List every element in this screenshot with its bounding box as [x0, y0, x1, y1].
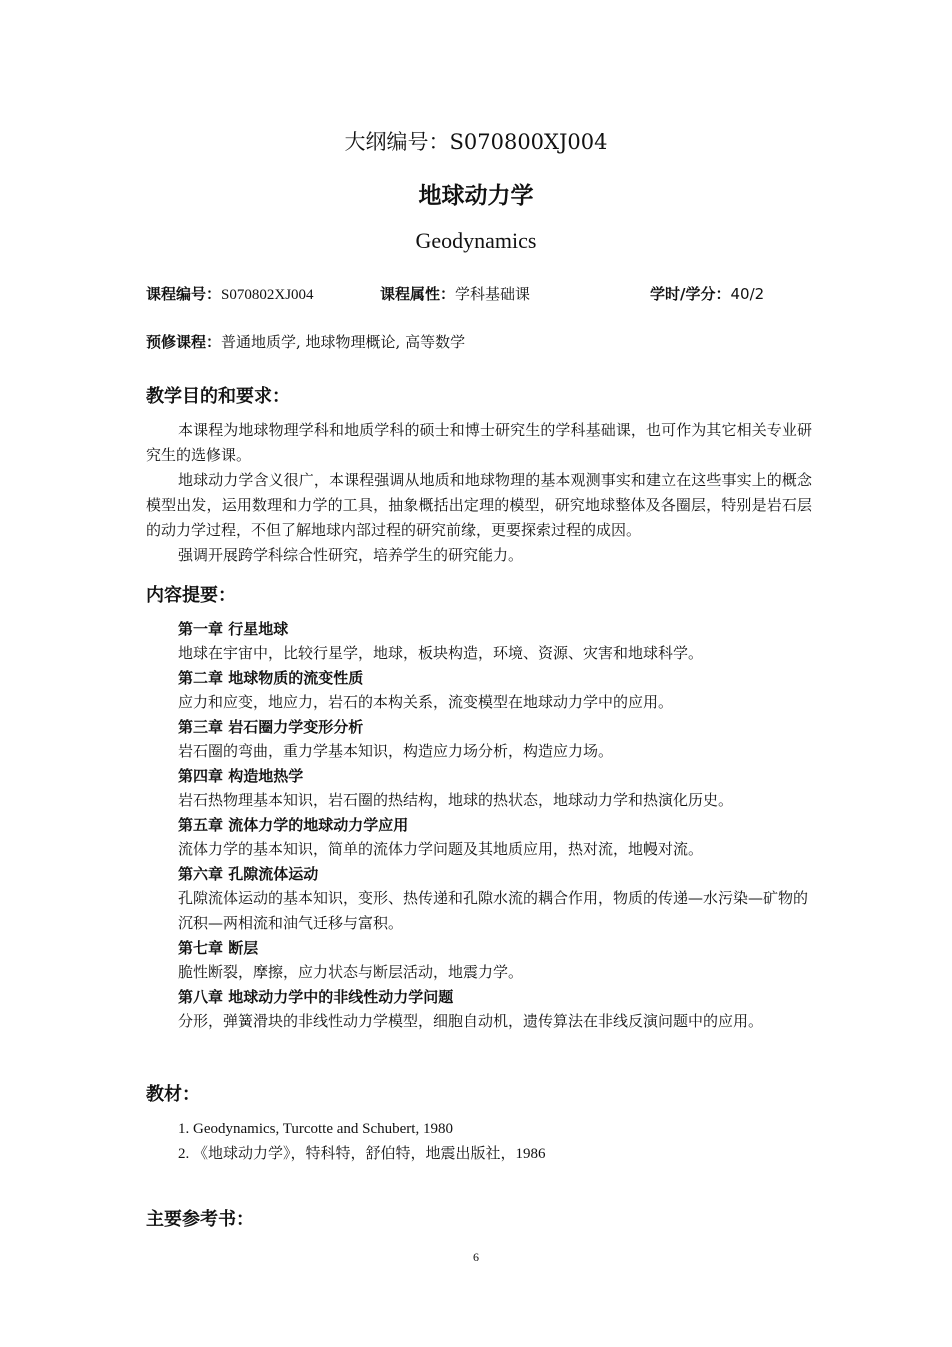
chapter-title: 第一章 行星地球: [178, 620, 289, 638]
prerequisites-value: 普通地质学, 地球物理概论, 高等数学: [221, 333, 466, 351]
chapter-description: 应力和应变，地应力，岩石的本构关系，流变模型在地球动力学中的应用。: [178, 693, 674, 711]
course-hours: [650, 283, 764, 304]
chapter-title: 第六章 孔隙流体运动: [178, 865, 319, 883]
chapter-description: 岩石圈的弯曲，重力学基本知识，构造应力场分析，构造应力场。: [178, 742, 614, 760]
chapter-description: 岩石热物理基本知识，岩石圈的热结构，地球的热状态，地球动力学和热演化历史。: [178, 791, 734, 809]
goals-paragraph: 地球动力学含义很广，本课程强调从地质和地球物理的基本观测事实和建立在这些事实上的概念模型出发，运用数理和力学的工具，抽象概括出定理的模型，研究地球整体及各圈层，特别是岩石层的动力学过程，不但了解地球内部过程的研究前缘，更要探索过程的成因。: [146, 471, 812, 539]
chapter-list: [178, 617, 818, 1034]
textbook-item: 2. 《地球动力学》，特科特，舒伯特，地震出版社，1986: [178, 1146, 546, 1162]
chapter-item: [178, 666, 818, 715]
goals-paragraph: 本课程为地球物理学科和地质学科的硕士和博士研究生的学科基础课，也可作为其它相关专业研究生的选修课。: [146, 421, 812, 464]
chapter-item: [178, 985, 818, 1034]
goals-paragraph: 强调开展跨学科综合性研究，培养学生的研究能力。: [178, 546, 524, 564]
course-attribute-label: 课程属性：: [380, 285, 456, 303]
chapter-title: 第五章 流体力学的地球动力学应用: [178, 816, 409, 834]
chapter-description: 孔隙流体运动的基本知识，变形、热传递和孔隙水流的耦合作用，物质的传递—水污染—矿物的沉积—两相流和油气迁移与富积。: [178, 889, 809, 932]
chapter-description: 流体力学的基本知识，简单的流体力学问题及其地质应用，热对流，地幔对流。: [178, 840, 704, 858]
course-hours-value: 40/2: [730, 285, 765, 303]
chapter-description: 地球在宇宙中，比较行星学，地球，板块构造，环境、资源、灾害和地球科学。: [178, 644, 704, 662]
chapter-item: [178, 813, 818, 862]
course-meta-row: [146, 283, 826, 305]
goals-heading: 教学目的和要求：: [146, 386, 290, 407]
outline-number: 大纲编号：S070800XJ004: [344, 130, 608, 154]
chapter-item: [178, 936, 818, 985]
textbooks-heading: 教材：: [146, 1084, 200, 1105]
chapter-description: 分形，弹簧滑块的非线性动力学模型，细胞自动机，遗传算法在非线反演问题中的应用。: [178, 1012, 764, 1030]
chapter-item: [178, 862, 818, 936]
course-attribute-value: 学科基础课: [455, 285, 531, 303]
chapter-item: [178, 764, 818, 813]
textbook-list: [178, 1117, 546, 1167]
textbook-item: 1. Geodynamics, Turcotte and Schubert, 1980: [178, 1121, 453, 1137]
chapter-title: 第二章 地球物质的流变性质: [178, 669, 364, 687]
chapter-title: 第八章 地球动力学中的非线性动力学问题: [178, 988, 454, 1006]
course-title-en: Geodynamics: [415, 228, 537, 253]
prerequisites: [146, 331, 465, 352]
chapter-item: [178, 617, 818, 666]
course-hours-label: 学时/学分：: [650, 285, 731, 303]
references-heading: 主要参考书：: [146, 1209, 254, 1230]
course-code: [146, 283, 314, 304]
chapter-title: 第三章 岩石圈力学变形分析: [178, 718, 364, 736]
chapter-title: 第七章 断层: [178, 939, 259, 957]
page-number: 6: [473, 1250, 479, 1264]
course-code-label: 课程编号：: [146, 285, 222, 303]
course-title-cn: 地球动力学: [418, 183, 534, 209]
course-code-value: S070802XJ004: [221, 287, 314, 303]
course-attribute: [380, 283, 530, 304]
chapter-title: 第四章 构造地热学: [178, 767, 304, 785]
content-heading: 内容提要：: [146, 585, 236, 606]
prerequisites-label: 预修课程：: [146, 333, 222, 351]
chapter-description: 脆性断裂，摩擦，应力状态与断层活动，地震力学。: [178, 963, 524, 981]
chapter-item: [178, 715, 818, 764]
